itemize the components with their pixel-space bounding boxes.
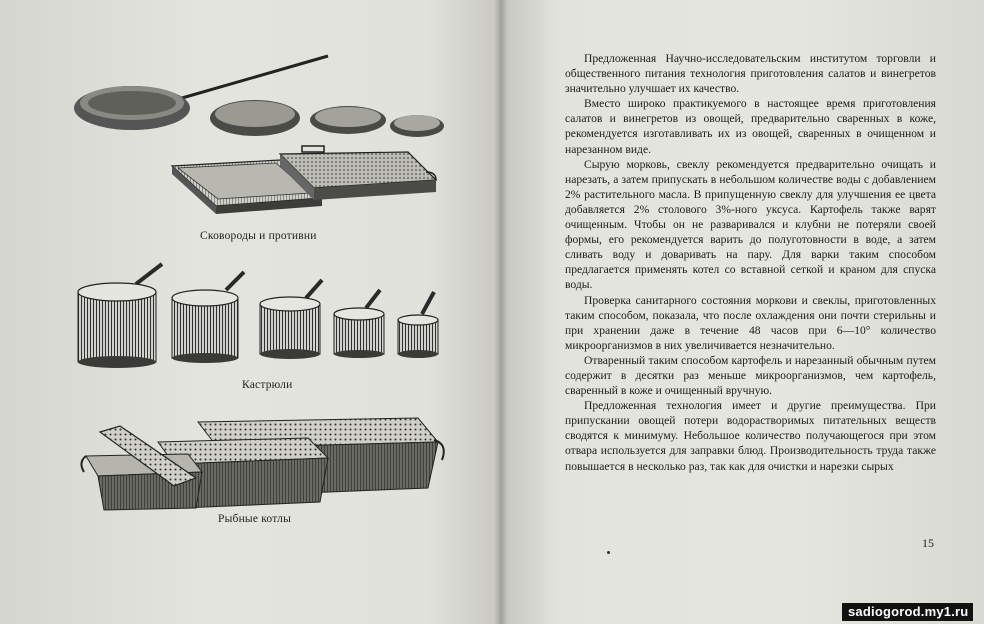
page-number: 15: [922, 536, 934, 550]
illustration-caption-pans: Сковороды и противни: [200, 230, 317, 242]
paragraph: Сырую морковь, свеклу рекомендуется предварительно очищать и нарезать, а затем припускать в небольшом количестве воды с добавлением 2% растительного масла. В припущенную свеклу для улучшения ее цвета добавляется 2% столового 3%-ного уксуса. Картофель также варят очищенным. Чтобы он не разваривался и клубни не потеряли своей формы, его рекомендуется варить до полуготовности в воде, а затем сливать воду и доваривать на пару. Для варки таким способом предлагается применять котел со вставной сеткой и краном для спуска воды.: [565, 157, 936, 292]
site-watermark: sadiogorod.my1.ru: [842, 603, 973, 621]
paragraph: Предложенная технология имеет и другие преимущества. При припускании овощей потери водорастворимых питательных веществ сводятся к минимуму. Небольшое количество получающегося при этом отвара используется для заправки блюд. Производительность труда также повышается в несколько раз, так как для очистки и нарезки сырых: [565, 399, 936, 473]
pans-and-trays-illustration: [70, 48, 450, 223]
illustration-caption-fish-kettles: Рыбные котлы: [218, 513, 292, 525]
body-text: [565, 51, 936, 474]
fish-kettles-illustration: [78, 412, 450, 512]
print-speck: [607, 551, 610, 554]
paragraph: Отваренный таким способом картофель и нарезанный обычным путем содержит в десятки раз меньше микроорганизмов, чем картофель, сваренный в коже и очищенный вручную.: [565, 353, 936, 398]
book-gutter: [494, 0, 508, 624]
illustration-caption-saucepans: Кастрюли: [242, 379, 293, 391]
paragraph: Предложенная Научно-исследовательским институтом торговли и общественного питания технология приготовления салатов и винегретов значительно улучшает их качество.: [565, 52, 936, 96]
paragraph: Проверка санитарного состояния моркови и свеклы, приготовленных таким способом, показала, что после охлаждения они почти стерильны и при хранении даже в течение 48 часов при 6—10° количество микроорганизмов в них увеличивается незначительно.: [565, 293, 936, 352]
paragraph: Вместо широко практикуемого в настоящее время приготовления салатов и винегретов из овощей, предварительно сваренных в коже, рекомендуется изготавливать их из овощей, сваренных в очищенном и нарезанном виде.: [565, 97, 936, 156]
saucepans-illustration: [74, 260, 454, 370]
